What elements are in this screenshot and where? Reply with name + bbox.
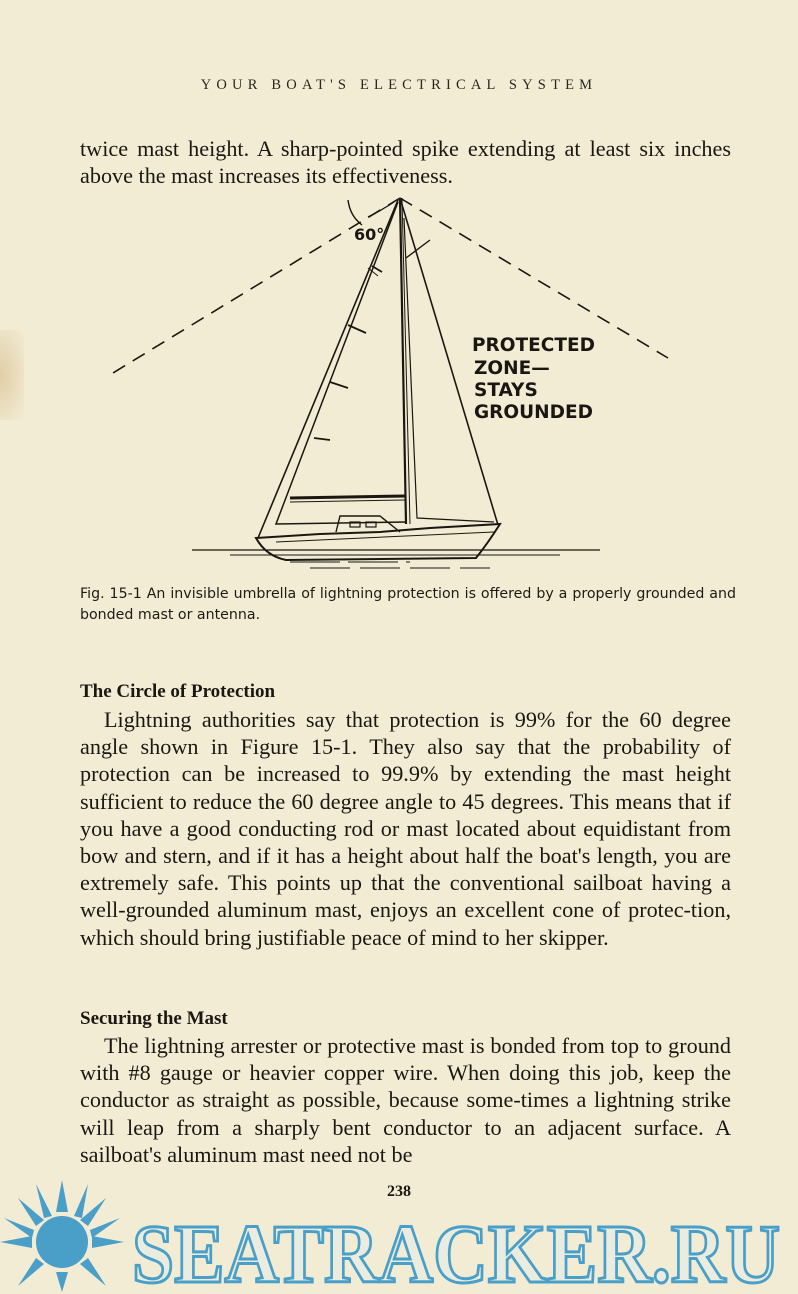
zone-label-line-1: PROTECTED bbox=[472, 335, 595, 356]
angle-label: 60° bbox=[354, 225, 385, 244]
section-heading-securing: Securing the Mast bbox=[80, 1008, 228, 1029]
running-head: YOUR BOAT'S ELECTRICAL SYSTEM bbox=[200, 77, 598, 93]
watermark-text: SEATRACKER.RU bbox=[132, 1208, 780, 1294]
watermark bbox=[0, 1172, 798, 1294]
circle-paragraph: Lightning authorities say that protection is 99% for the 60 degree angle shown in Figure 15-1. They also say that the probability of protection can be increased to 99.9% by extending the mast height sufficient to reduce the 60 degree angle to 45 degrees. This means that if you have a good conducting rod or mast located about equidistant from bow and stern, and if it has a height about half the boat's length, you are extremely safe. This points up that the conventional sailboat having a well-grounded aluminum mast, enjoys an excellent cone of protec-tion, which should bring justifiable peace of mind to her skipper. bbox=[80, 707, 731, 950]
backstay bbox=[258, 200, 398, 538]
zone-label-line-2: ZONE— bbox=[474, 358, 550, 379]
angle-pointer bbox=[348, 200, 362, 225]
sailboat-figure bbox=[80, 188, 740, 583]
page-number: 238 bbox=[387, 1183, 411, 1200]
figure-caption: Fig. 15-1 An invisible umbrella of lightning protection is offered by a properly grounded and bonded mast or antenna. bbox=[80, 586, 736, 623]
zone-label-line-4: GROUNDED bbox=[474, 402, 594, 423]
cabin bbox=[336, 516, 400, 532]
boom bbox=[290, 496, 406, 498]
page-stain bbox=[0, 330, 24, 420]
section-heading-circle: The Circle of Protection bbox=[80, 681, 276, 702]
zone-label-line-3: STAYS bbox=[474, 380, 538, 401]
sunburst-icon bbox=[0, 1180, 124, 1292]
angle-arc bbox=[368, 202, 394, 217]
mainsail bbox=[276, 202, 406, 524]
securing-paragraph: The lightning arrester or protective mast is bonded from top to ground with #8 gauge or heavier copper wire. When doing this job, keep the conductor as straight as possible, because some-times a lightning strike will leap from a sharply bent conductor to an adjacent surface. A sailboat's aluminum mast need not be bbox=[80, 1033, 731, 1167]
intro-paragraph: twice mast height. A sharp-pointed spike extending at least six inches above the mast increases its effectiveness. bbox=[80, 136, 731, 189]
